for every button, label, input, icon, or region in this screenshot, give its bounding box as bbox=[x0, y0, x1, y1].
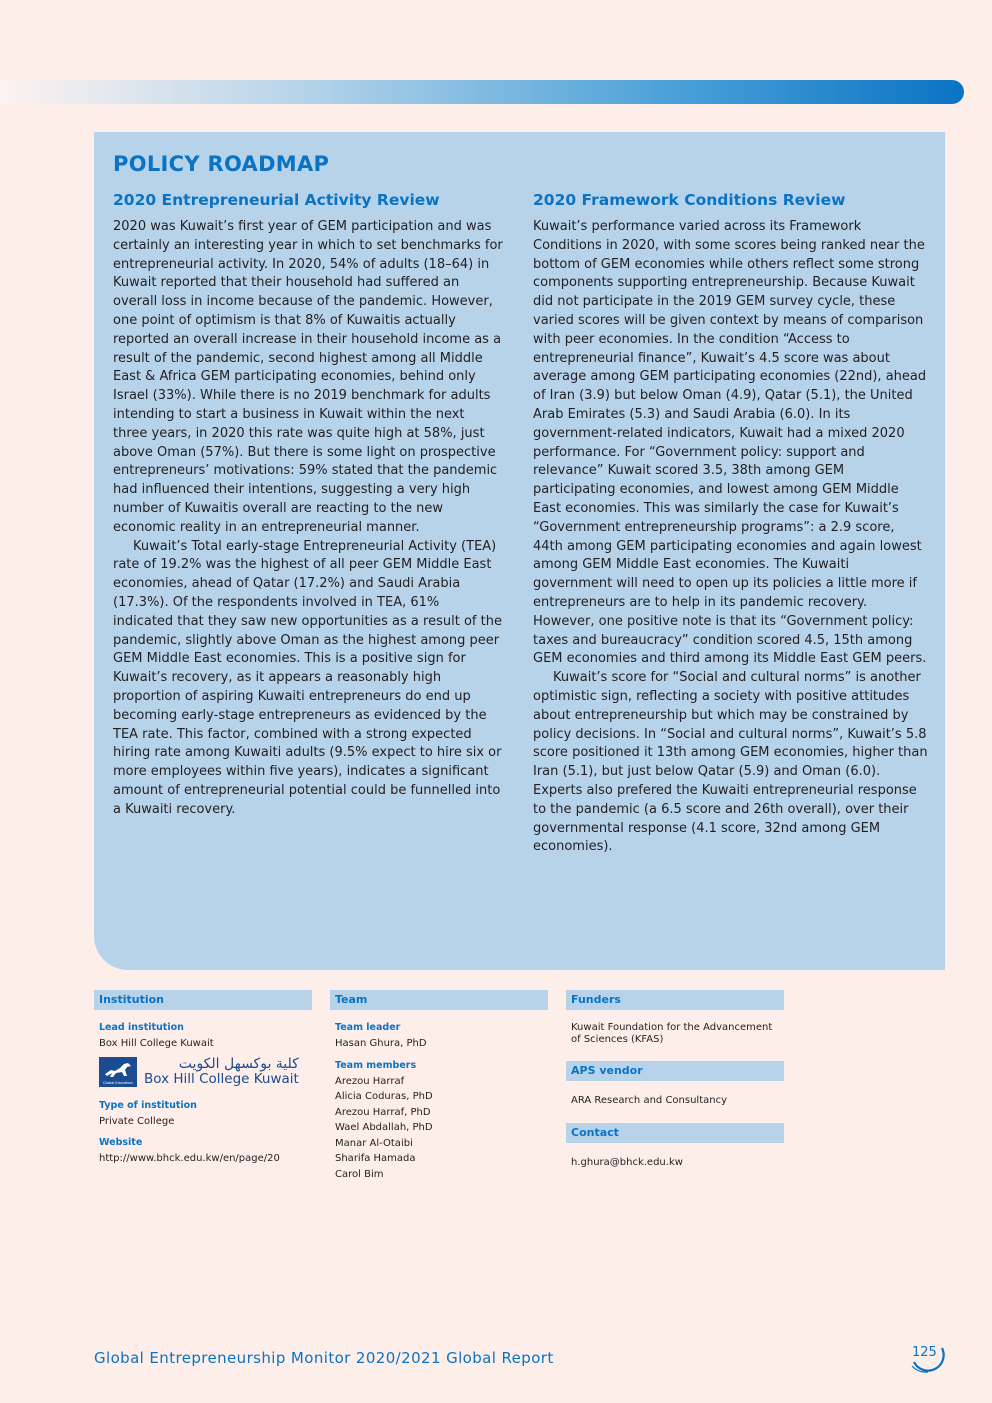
horse-emblem-icon bbox=[99, 1057, 137, 1087]
team-member: Arezou Harraf bbox=[335, 1075, 405, 1087]
framework-review-paragraph-1: Kuwait’s performance varied across its Framework Conditions in 2020, with some scores being ranked near the bottom of GEM economies while others reflect some strong components supporting entrepreneurship. Because Kuwait did not participate in the 2019 GEM survey cycle, these varied scores will be given context by means of comparison with peer economies. In the condition “Access to entrepreneurial finance”, Kuwait’s 4.5 score was about average among GEM participating economies (22nd), ahead of Iran (3.9) but below Oman (4.9), Qatar (5.1), the United Arab Emirates (5.3) and Saudi Arabia (6.0). In its government-related indicators, Kuwait had a mixed 2020 performance. For “Government policy: support and relevance” Kuwait scored 3.5, 38th among GEM participating economies, and lowest among GEM Middle East economies. This was similarly the case for Kuwait’s “Government entrepreneurship programs”: a 2.9 score, 44th among GEM participating economies and again lowest among GEM Middle East economies. The Kuwaiti government will need to open up its policies a little more if entrepreneurs are to help in its pandemic recovery. However, one positive note is that its “Government policy: taxes and bureaucracy” condition scored 4.5, 15th among GEM economies and third among its Middle East GEM peers. bbox=[533, 219, 927, 667]
team-member: Manar Al-Otaibi bbox=[335, 1137, 413, 1149]
funders-header: Funders bbox=[566, 990, 784, 1010]
activity-review-paragraph-2: Kuwait’s Total early-stage Entrepreneurial Activity (TEA) rate of 19.2% was the highest of all peer GEM Middle East economies, ahead of Qatar (17.2%) and Saudi Arabia (17.3%). Of the respondents involved in TEA, 61% indicated that they saw new opportunities as a result of the pandemic, slightly above Oman as the highest among peer GEM Middle East economies. This is a positive sign for Kuwait’s recovery, as it appears a reasonably high proportion of aspiring Kuwaiti entrepreneurs do end up becoming early-stage entrepreneurs as evidenced by the TEA rate. This factor, combined with a strong expected hiring rate among Kuwaiti adults (9.5% expect to hire six or more employees within five years), indicates a significant amount of entrepreneurial potential could be funnelled into a Kuwaiti recovery. bbox=[113, 538, 502, 817]
policy-roadmap-panel bbox=[94, 132, 945, 970]
team-header: Team bbox=[330, 990, 548, 1010]
top-decorative-band bbox=[0, 80, 964, 104]
lead-institution-label: Lead institution bbox=[99, 1022, 184, 1033]
funders-column bbox=[566, 990, 784, 1170]
contact-email[interactable]: h.ghura@bhck.edu.kw bbox=[571, 1156, 683, 1168]
team-members-label: Team members bbox=[335, 1059, 417, 1071]
page-number-badge bbox=[908, 1340, 948, 1374]
box-hill-college-logo bbox=[99, 1056, 312, 1088]
team-member: Carol Bim bbox=[335, 1168, 384, 1180]
framework-review-paragraph-2: Kuwait’s score for “Social and cultural norms” is another optimistic sign, reflecting a society with positive attitudes about entrepreneurship but which may be constrained by policy decisions. In “Social and cultural norms”, Kuwait’s 5.8 score positioned it 13th among GEM economies, higher than Iran (5.1), but just below Qatar (5.9) and Oman (6.0). Experts also prefered the Kuwaiti entrepreneurial response to the pandemic (a 6.5 score and 26th overall), over their governmental response (4.1 score, 32nd among GEM economies). bbox=[533, 670, 928, 855]
team-leader-value: Hasan Ghura, PhD bbox=[335, 1038, 427, 1049]
type-of-institution-label: Type of institution bbox=[99, 1099, 197, 1111]
website-link[interactable]: http://www.bhck.edu.kw/en/page/20 bbox=[99, 1153, 280, 1164]
logo-tagline: Global Education bbox=[103, 1080, 133, 1085]
team-member: Arezou Harraf, PhD bbox=[335, 1106, 431, 1118]
lead-institution-value: Box Hill College Kuwait bbox=[99, 1038, 214, 1049]
activity-review-column bbox=[113, 191, 503, 820]
activity-review-heading: 2020 Entrepreneurial Activity Review bbox=[113, 191, 440, 209]
activity-review-paragraph-1: 2020 was Kuwait’s first year of GEM participation and was certainly an interesting year in which to set benchmarks for entrepreneurial activity. In 2020, 54% of adults (18–64) in Kuwait reported that their household had suffered an overall loss in income because of the pandemic. However, one point of optimism is that 8% of Kuwaitis actually reported an overall increase in their household income as a result of the pandemic, second highest among all Middle East & Africa GEM participating economies, behind only Israel (33%). While there is no 2019 benchmark for adults intending to start a business in Kuwait within the next three years, in 2020 this rate was quite high at 58%, just above Oman (57%). But there is some light on prospective entrepreneurs’ motivations: 59% stated that the pandemic had influenced their intentions, suggesting a very high number of Kuwaitis overall are reacting to the new economic reality in an entrepreneurial manner. bbox=[113, 219, 503, 535]
logo-english-text: Box Hill College Kuwait bbox=[144, 1070, 299, 1087]
page-title: POLICY ROADMAP bbox=[113, 152, 330, 176]
footer-report-title: Global Entrepreneurship Monitor 2020/2021 Global Report bbox=[94, 1349, 554, 1367]
page-number: 125 bbox=[912, 1345, 937, 1360]
team-member: Wael Abdallah, PhD bbox=[335, 1122, 433, 1133]
framework-review-column bbox=[533, 191, 928, 857]
funders-value: Kuwait Foundation for the Advancement of Sciences (KFAS) bbox=[571, 1022, 773, 1045]
framework-review-heading: 2020 Framework Conditions Review bbox=[533, 191, 846, 209]
logo-arabic-text: كلية بوكسهل الكويت bbox=[178, 1055, 299, 1072]
aps-vendor-header: APS vendor bbox=[566, 1061, 784, 1081]
team-column bbox=[330, 990, 548, 1182]
aps-vendor-value: ARA Research and Consultancy bbox=[571, 1095, 728, 1106]
institution-header: Institution bbox=[94, 990, 312, 1010]
contact-header: Contact bbox=[566, 1123, 784, 1143]
institution-column bbox=[94, 990, 312, 1167]
team-member: Alicia Coduras, PhD bbox=[335, 1091, 433, 1102]
team-leader-label: Team leader bbox=[335, 1022, 401, 1033]
team-member: Sharifa Hamada bbox=[335, 1153, 416, 1164]
type-of-institution-value: Private College bbox=[99, 1115, 175, 1127]
website-label: Website bbox=[99, 1137, 143, 1148]
